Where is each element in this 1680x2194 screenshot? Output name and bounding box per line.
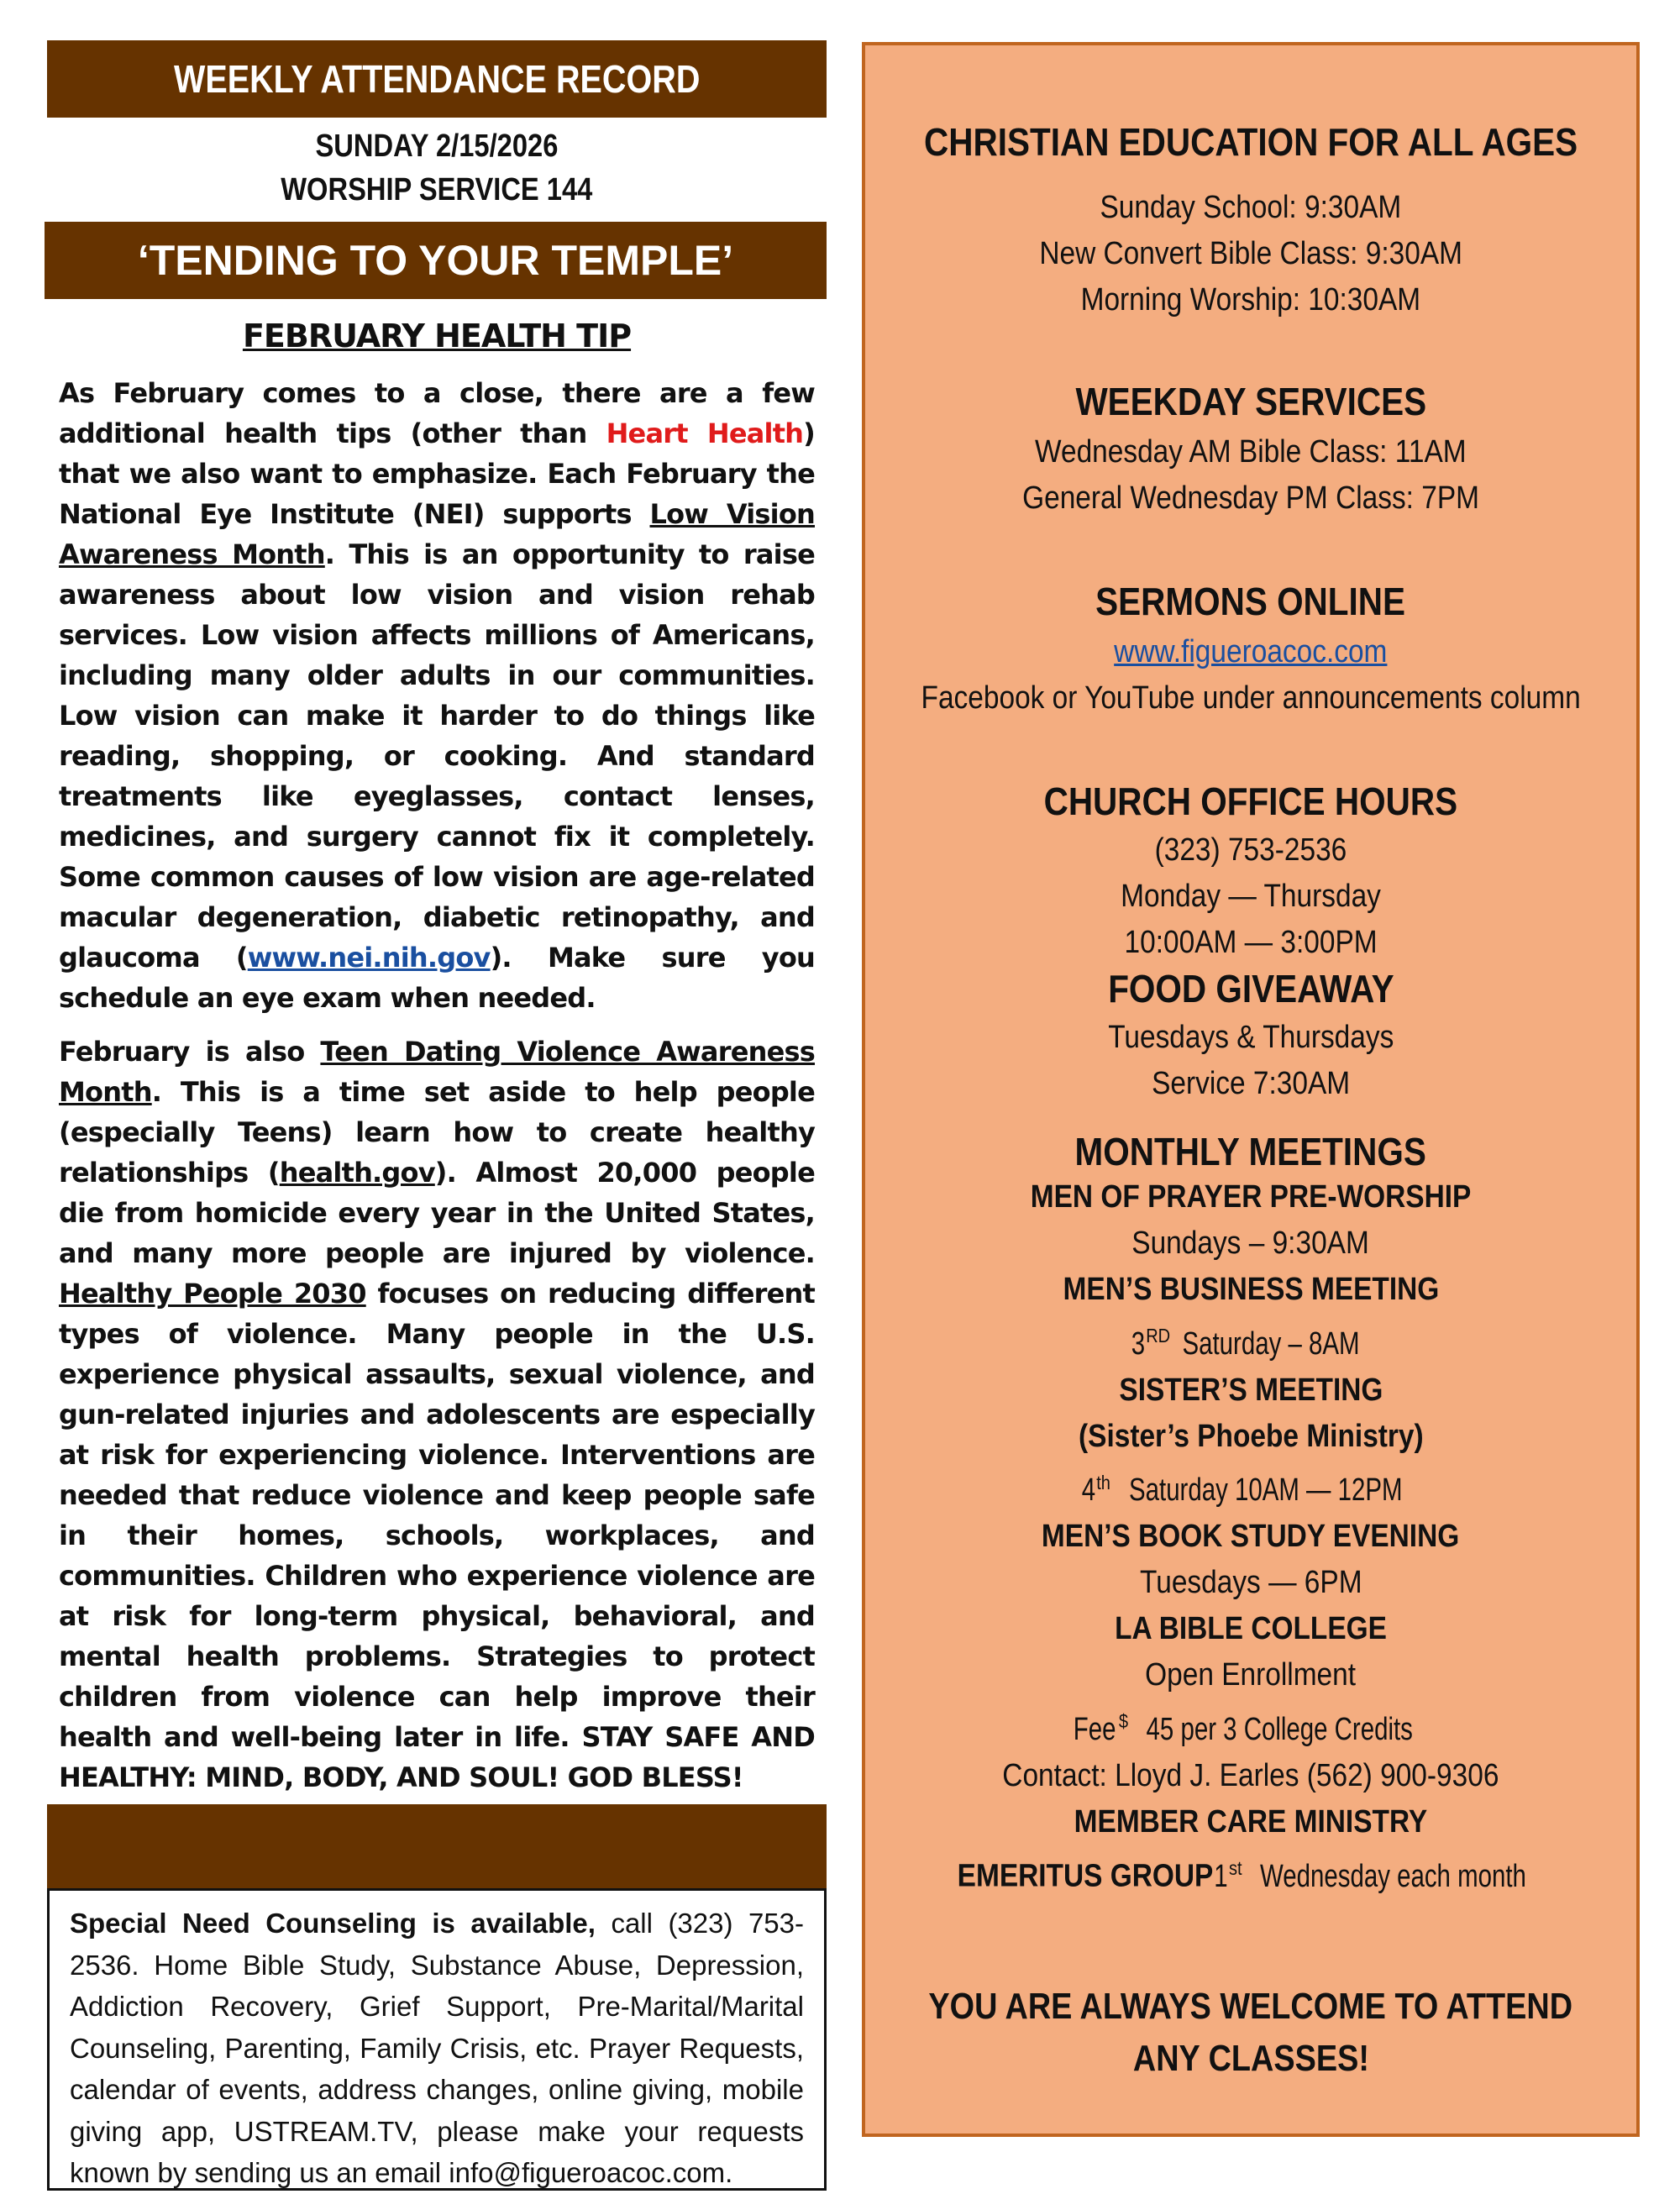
meetings-title: MONTHLY MEETINGS: [1074, 1130, 1427, 1173]
office-days: Monday — Thursday: [1121, 879, 1381, 914]
theme-banner: [45, 222, 827, 299]
sermons-title: SERMONS ONLINE: [1095, 580, 1406, 623]
sunday-school: Sunday School: 9:30AM: [1100, 190, 1402, 225]
morning-worship: Morning Worship: 10:30AM: [1080, 282, 1421, 318]
theme-title: ‘TENDING TO YOUR TEMPLE’: [137, 237, 734, 284]
education-title: CHRISTIAN EDUCATION FOR ALL AGES: [923, 120, 1578, 164]
health-gov-link[interactable]: health.gov: [279, 1157, 435, 1189]
book-study: MEN’S BOOK STUDY EVENING: [1042, 1519, 1460, 1555]
la-bible-college: LA BIBLE COLLEGE: [1115, 1611, 1387, 1647]
welcome-line-1: YOU ARE ALWAYS WELCOME TO ATTEND: [928, 1985, 1573, 2027]
sisters-meeting: SISTER’S MEETING: [1118, 1372, 1383, 1408]
member-care: MEMBER CARE MINISTRY: [1074, 1803, 1428, 1840]
wednesday-pm: General Wednesday PM Class: 7PM: [1022, 480, 1479, 516]
sisters-time: 4thSaturday 10AM — 12PM: [1081, 1471, 1403, 1509]
book-study-time: Tuesdays — 6PM: [1139, 1565, 1362, 1601]
office-phone: (323) 753-2536: [1154, 832, 1347, 868]
left-column: [47, 40, 827, 2191]
health-paragraph-1: As February comes to a close, there are a few additional health tips (other than Heart Health) that we also want to emphasize. Each February the National Eye Institute (NEI) supports Low Vision Awareness Month. This is an opportunity to raise awareness about low vision and vision rehab services. Low vision affects millions of Americans, including many older adults in our communities. Low vision can make it harder to do things like reading, shopping, or cooking. And standard treatments like eyeglasses, contact lenses, medicines, and surgery cannot fix it completely. Some common causes of low vision are age-related macular degeneration, diabetic retinopathy, and glaucoma (www.nei.nih.gov). Make sure you schedule an eye exam when needed.: [59, 377, 815, 1014]
mens-business-time: 3RDSaturday – 8AM: [1131, 1325, 1360, 1362]
counseling-box: [47, 1888, 827, 2191]
food-title: FOOD GIVEAWAY: [1107, 967, 1394, 1010]
wednesday-am: Wednesday AM Bible Class: 11AM: [1035, 434, 1467, 470]
facebook-youtube: Facebook or YouTube under announcements column: [921, 680, 1581, 716]
low-vision-month-text: Low Vision Awareness Month: [59, 498, 815, 570]
teen-dating-month-text: Teen Dating Violence Awareness Month: [59, 1036, 815, 1108]
welcome-line-2: ANY CLASSES!: [1132, 2037, 1369, 2079]
health-paragraph-2: February is also Teen Dating Violence Awareness Month. This is a time set aside to help people (especially Teens) learn how to create healthy relationships (health.gov). Almost 20,000 people die from homicide every year in the United States, and many more people are injured by violence. Healthy People 2030 focuses on reducing different types of violence. Many people in the U.S. experience physical assaults, sexual violence, and gun-related injuries and adolescents are especially at risk for experiencing violence. Interventions are needed that reduce violence and keep people safe in their homes, schools, workplaces, and communities. Children who experience violence are at risk for long-term physical, behavioral, and mental health problems. Strategies to protect children from violence can help improve their health and well-being later in life. STAY SAFE AND HEALTHY: MIND, BODY, AND SOUL! GOD BLESS!: [59, 1036, 815, 1793]
food-days: Tuesdays & Thursdays: [1107, 1020, 1394, 1055]
counseling-text: call (323) 753-2536. Home Bible Study, Substance Abuse, Depression, Addiction Recovery, Grief Support, Pre-Marital/Marital Counseling, Parenting, Family Crisis, etc. Prayer Requests, calendar of events, address changes, online giving, mobile giving app, USTREAM.TV, please make your requests known by sending us an email info@figueroacoc.com.: [70, 1908, 805, 2188]
attendance-title: WEEKLY ATTENDANCE RECORD: [173, 57, 701, 101]
healthy-people-text: Healthy People 2030: [59, 1278, 366, 1310]
open-enrollment: Open Enrollment: [1145, 1657, 1357, 1693]
office-title: CHURCH OFFICE HOURS: [1043, 779, 1458, 823]
nei-link[interactable]: www.nei.nih.gov: [247, 942, 491, 974]
counseling-bold: Special Need Counseling is available,: [70, 1908, 596, 1939]
right-panel: [862, 42, 1640, 2137]
service-line: WORSHIP SERVICE 144: [281, 172, 593, 207]
heart-health-text: Heart Health: [606, 417, 804, 449]
website-link[interactable]: www.figueroacoc.com: [1114, 634, 1388, 669]
food-time: Service 7:30AM: [1151, 1066, 1351, 1101]
health-tip-title: FEBRUARY HEALTH TIP: [242, 318, 632, 354]
men-of-prayer-time: Sundays – 9:30AM: [1131, 1226, 1370, 1261]
office-time: 10:00AM — 3:00PM: [1124, 925, 1378, 960]
counseling-banner: [47, 1804, 827, 1888]
college-contact: Contact: Lloyd J. Earles (562) 900-9306: [1002, 1757, 1499, 1793]
weekday-title: WEEKDAY SERVICES: [1075, 380, 1426, 423]
college-fee: Fee$ 45 per 3 College Credits: [1073, 1710, 1414, 1747]
phoebe-ministry: (Sister’s Phoebe Ministry): [1078, 1418, 1424, 1454]
new-convert-class: New Convert Bible Class: 9:30AM: [1039, 236, 1462, 271]
emeritus-group: EMERITUS GROUP1stWednesday each month: [957, 1856, 1526, 1894]
date-line: SUNDAY 2/15/2026: [315, 129, 559, 164]
mens-business: MEN’S BUSINESS MEETING: [1063, 1272, 1439, 1307]
attendance-header: [47, 40, 827, 118]
men-of-prayer: MEN OF PRAYER PRE-WORSHIP: [1030, 1179, 1472, 1215]
